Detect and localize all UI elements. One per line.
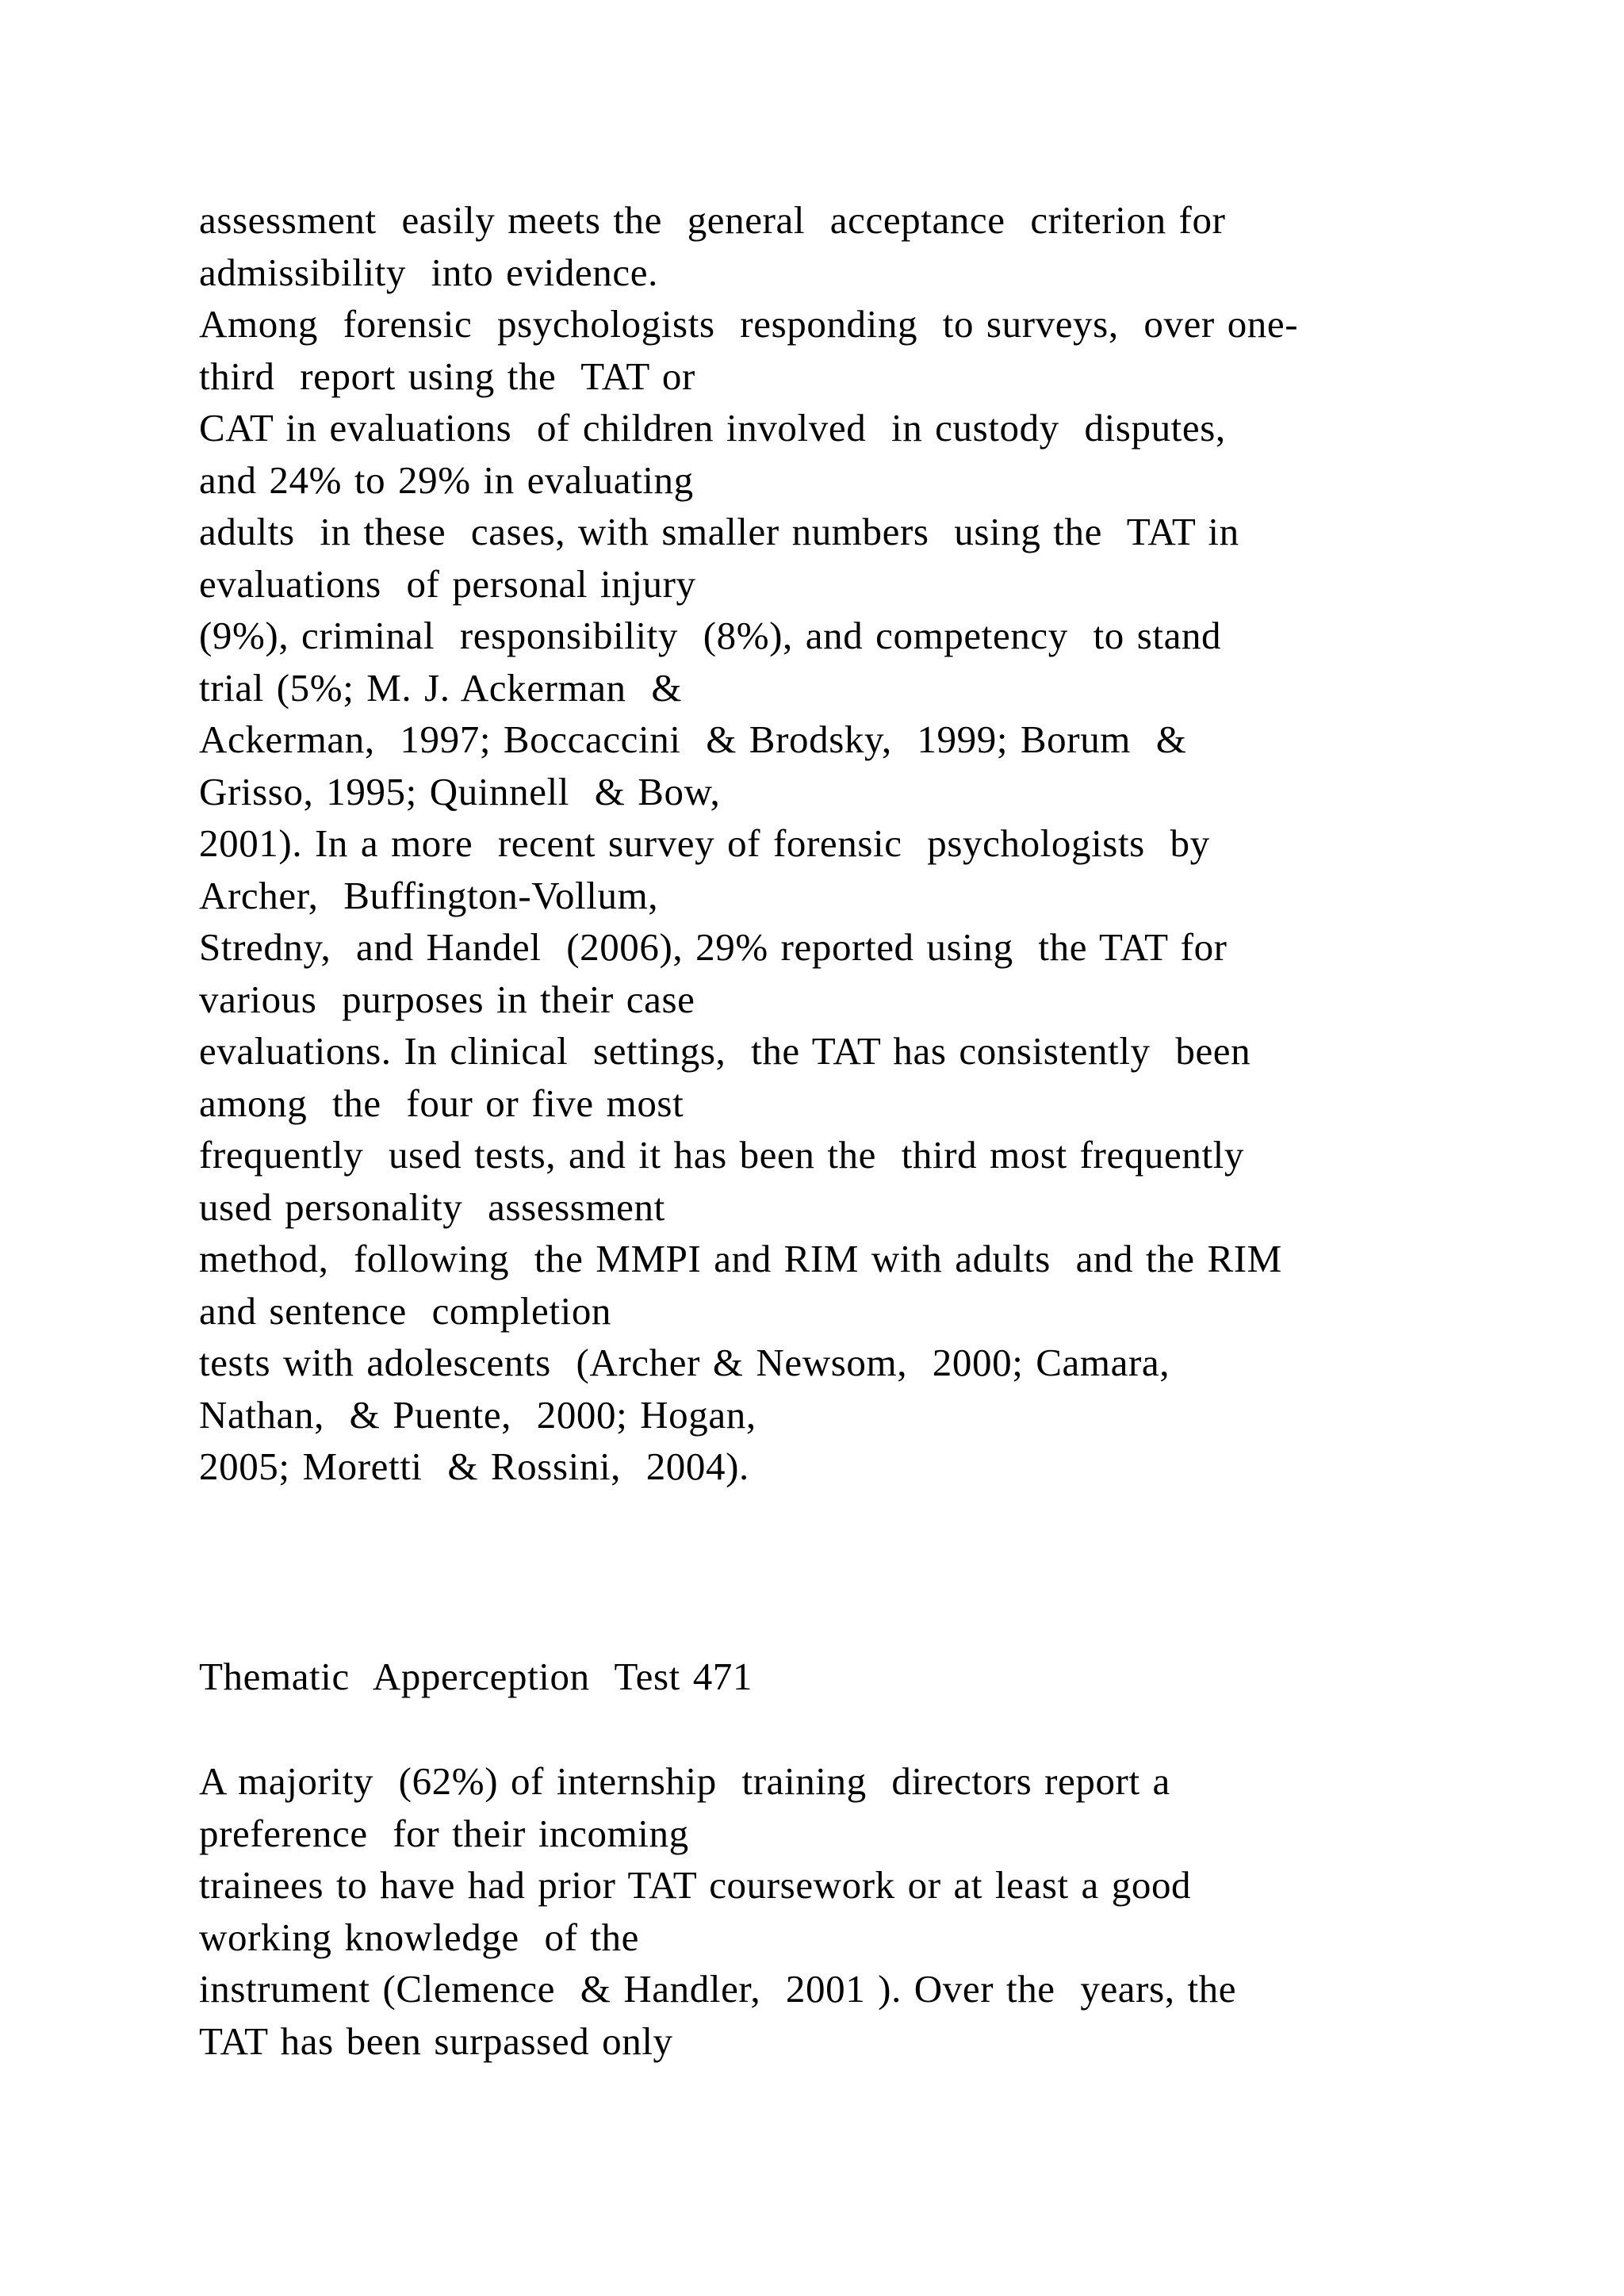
text-line: preference for their incoming — [199, 1811, 689, 1855]
text-line: trainees to have had prior TAT coursework or at least a good — [199, 1863, 1192, 1907]
text-line: Ackerman, 1997; Boccaccini & Brodsky, 1999; Borum & — [199, 718, 1187, 761]
text-line: evaluations of personal injury — [199, 561, 696, 606]
text-line: 2001). In a more recent survey of forensic psychologists by — [199, 821, 1210, 865]
text-line: and 24% to 29% in evaluating — [199, 457, 694, 502]
text-line: method, following the MMPI and RIM with adults and the RIM — [199, 1237, 1282, 1280]
text-line: (9%), criminal responsibility (8%), and competency to stand — [199, 614, 1222, 657]
text-line: adults in these cases, with smaller numbers using the TAT in — [199, 510, 1239, 553]
text-line: TAT has been surpassed only — [199, 2019, 673, 2063]
text-line: Stredny, and Handel (2006), 29% reported using the TAT for — [199, 925, 1228, 969]
text-line: admissibility into evidence. — [199, 250, 658, 294]
running-header — [199, 1651, 1468, 1703]
text-line: 2005; Moretti & Rossini, 2004). — [199, 1445, 749, 1488]
text-line: various purposes in their case — [199, 977, 695, 1021]
text-line: Grisso, 1995; Quinnell & Bow, — [199, 769, 721, 813]
text-line: Archer, Buffington-Vollum, — [199, 873, 659, 917]
text-line: used personality assessment — [199, 1184, 665, 1229]
text-line: A majority (62%) of internship training directors report a — [199, 1759, 1170, 1803]
text-line: frequently used tests, and it has been the third most frequently — [199, 1133, 1244, 1177]
text-line: tests with adolescents (Archer & Newsom, 2000; Camara, — [199, 1341, 1170, 1384]
text-line: among the four or five most — [199, 1081, 684, 1125]
text-line: trial (5%; M. J. Ackerman & — [199, 665, 683, 710]
text-line: CAT in evaluations of children involved in custody disputes, — [199, 406, 1226, 450]
text-line: working knowledge of the — [199, 1915, 639, 1959]
text-line: evaluations. In clinical settings, the TAT has consistently been — [199, 1029, 1251, 1073]
body-paragraph-1 — [199, 194, 1468, 1493]
text-line: instrument (Clemence & Handler, 2001 ). Over the years, the — [199, 1967, 1237, 2011]
body-paragraph-2 — [199, 1755, 1468, 2067]
text-line: third report using the TAT or — [199, 354, 695, 398]
text-line: Nathan, & Puente, 2000; Hogan, — [199, 1392, 756, 1437]
running-header-text: Thematic Apperception Test 471 — [199, 1655, 753, 1698]
text-line: Among forensic psychologists responding to surveys, over one- — [199, 302, 1299, 346]
text-line: and sentence completion — [199, 1288, 612, 1333]
text-line: assessment easily meets the general acceptance criterion for — [199, 198, 1226, 242]
